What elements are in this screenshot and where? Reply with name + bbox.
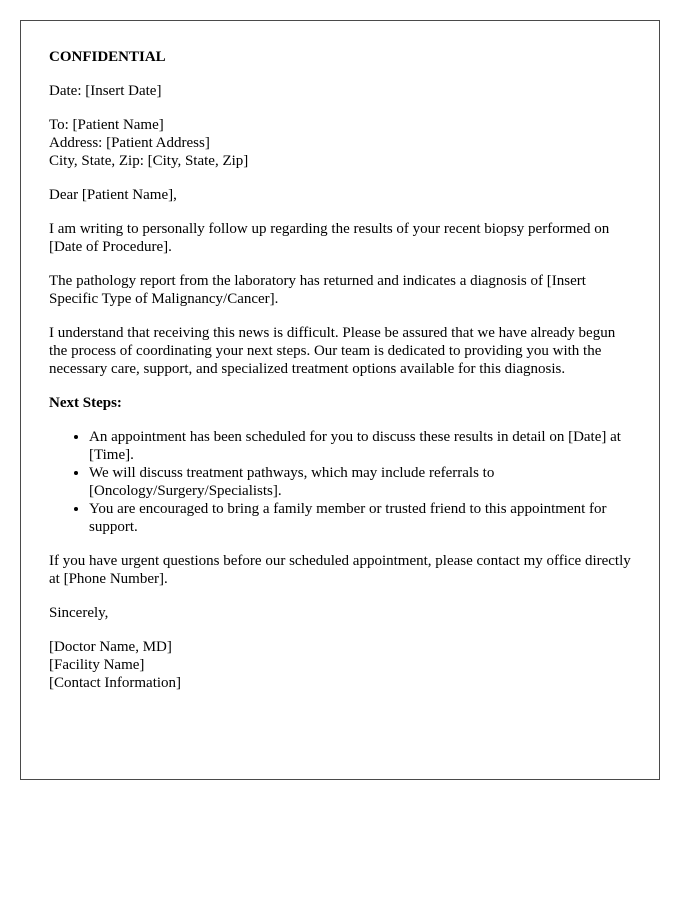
recipient-name: To: [Patient Name] (49, 117, 164, 133)
list-item: • We will discuss treatment pathways, which may include referrals to [Oncology/Surgery/Specialists]. (89, 464, 631, 500)
recipient-city: City, State, Zip: [City, State, Zip] (49, 153, 249, 169)
paragraph-pathology: The pathology report from the laboratory has returned and indicates a diagnosis of [Insert Specific Type of Malignancy/Cancer]. (49, 273, 586, 307)
recipient-address: Address: [Patient Address] (49, 135, 210, 151)
confidential-heading: CONFIDENTIAL (49, 49, 166, 65)
signature-name: [Doctor Name, MD] (49, 639, 172, 655)
paragraph-support: I understand that receiving this news is difficult. Please be assured that we have already begun the process of coordinating your next steps. Our team is dedicated to providing you with the necessary care, support, and specialized treatment options available for this diagnosis. (49, 325, 616, 377)
signature-contact: [Contact Information] (49, 675, 182, 691)
signature-facility: [Facility Name] (49, 657, 145, 673)
letter-date: Date: [Insert Date] (49, 83, 162, 99)
next-steps-heading: Next Steps: (49, 395, 122, 411)
paragraph-biopsy: I am writing to personally follow up regarding the results of your recent biopsy performed on [Date of Procedure]. (49, 221, 610, 255)
signature-block (49, 638, 631, 692)
paragraph-contact: If you have urgent questions before our scheduled appointment, please contact my office directly at [Phone Number]. (49, 553, 631, 587)
list-item: • You are encouraged to bring a family member or trusted friend to this appointment for support. (89, 500, 631, 536)
list-item: • An appointment has been scheduled for you to discuss these results in detail on [Date] at [Time]. (89, 428, 631, 464)
closing: Sincerely, (49, 605, 109, 621)
salutation: Dear [Patient Name], (49, 187, 177, 203)
next-steps-list (49, 428, 631, 536)
letter-page (20, 20, 660, 780)
recipient-block (49, 116, 631, 170)
